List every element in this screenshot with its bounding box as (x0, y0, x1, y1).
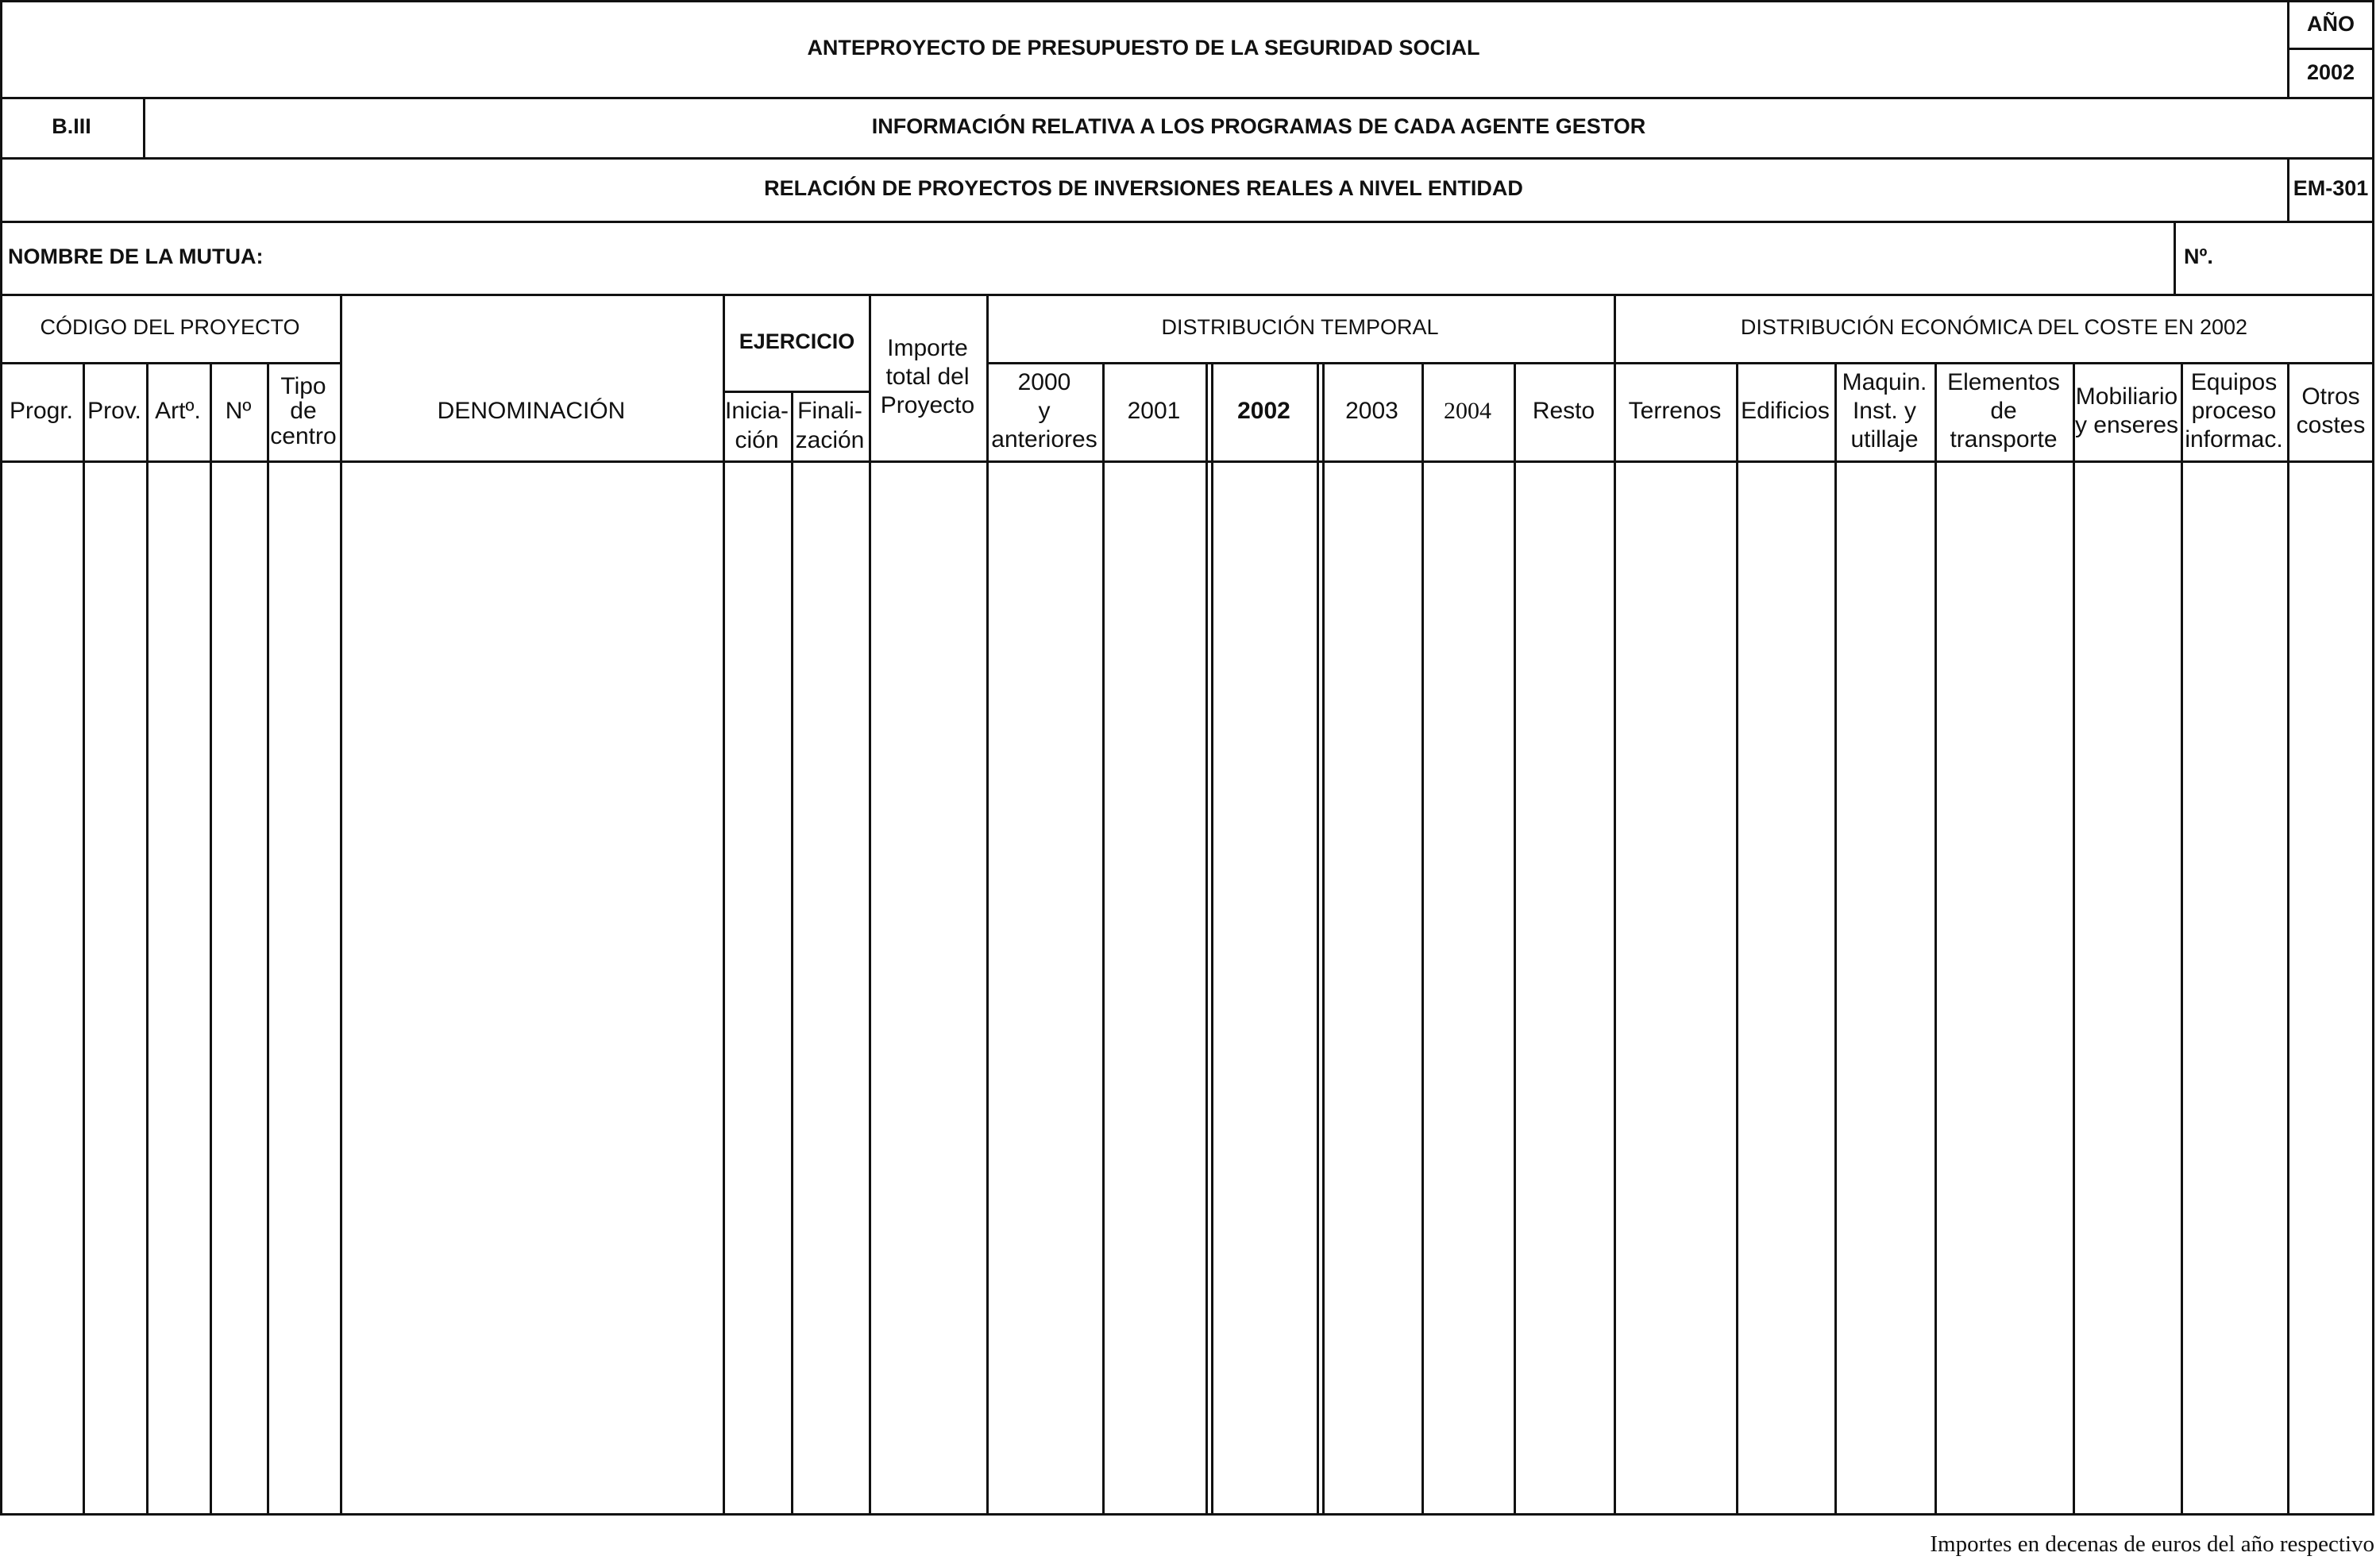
col-prov: Prov. (87, 398, 141, 425)
divider (1614, 294, 1616, 1516)
group-distribucion-economica: DISTRIBUCIÓN ECONÓMICA DEL COSTE EN 2002 (1740, 315, 2248, 340)
divider (2073, 362, 2075, 1516)
frame-right (2372, 0, 2374, 1516)
divider (1322, 362, 1325, 1516)
divider (1205, 362, 1208, 1516)
col-importe-total: Importe total del Proyecto (880, 335, 975, 418)
divider (2174, 221, 2176, 295)
col-terrenos: Terrenos (1628, 398, 1722, 425)
col-equipos-informaticos: Equipos proceso informac. (2185, 369, 2283, 453)
col-finalizacion: Finali- zación (795, 397, 865, 453)
col-tipo-centro: Tipo de centro (270, 372, 337, 449)
divider (1514, 362, 1516, 1516)
col-2001: 2001 (1127, 398, 1181, 425)
form-subtitle: RELACIÓN DE PROYECTOS DE INVERSIONES REALES A NIVEL ENTIDAD (764, 176, 1523, 201)
divider (210, 362, 212, 1516)
divider (791, 391, 793, 1516)
number-label: Nº. (2184, 245, 2213, 269)
mutua-label: NOMBRE DE LA MUTUA: (8, 245, 264, 269)
col-2000-anteriores: 2000 y anteriores (991, 369, 1097, 453)
divider (340, 294, 342, 1516)
divider (869, 294, 871, 1516)
section-title: INFORMACIÓN RELATIVA A LOS PROGRAMAS DE CADA AGENTE GESTOR (871, 114, 1646, 139)
footer-note: Importes en decenas de euros del año respectivo (1930, 1531, 2374, 1557)
divider (1834, 362, 1837, 1516)
col-otros-costes: Otros costes (2296, 383, 2366, 438)
divider (1421, 362, 1424, 1516)
col-art: Artº. (155, 398, 201, 425)
col-2003: 2003 (1345, 398, 1398, 425)
divider (1736, 362, 1738, 1516)
divider (2287, 362, 2289, 1516)
col-2002: 2002 (1237, 398, 1290, 425)
divider (2181, 362, 2183, 1516)
section-code: B.III (52, 114, 91, 139)
form-title: ANTEPROYECTO DE PRESUPUESTO DE LA SEGURIDAD SOCIAL (807, 36, 1480, 60)
header-bottom (0, 460, 2374, 463)
col-2004: 2004 (1444, 398, 1491, 425)
col-maquinaria: Maquin. Inst. y utillaje (1842, 369, 1927, 453)
divider (1102, 362, 1105, 1516)
year-label: AÑO (2307, 12, 2355, 37)
col-mobiliario: Mobiliario y enseres (2074, 383, 2179, 438)
col-denominacion: DENOMINACIÓN (437, 398, 626, 425)
divider (1211, 362, 1213, 1516)
group-codigo-proyecto: CÓDIGO DEL PROYECTO (40, 315, 300, 340)
divider (267, 362, 269, 1516)
divider (1317, 362, 1319, 1516)
col-iniciacion: Inicia- ción (724, 397, 789, 453)
divider (723, 294, 725, 1516)
group-ejercicio: EJERCICIO (739, 329, 855, 354)
frame-left (0, 0, 2, 1516)
divider (146, 362, 149, 1516)
divider (83, 362, 85, 1516)
frame-bottom (0, 1513, 2374, 1516)
divider (1934, 362, 1937, 1516)
col-edificios: Edificios (1741, 398, 1830, 425)
col-resto: Resto (1532, 398, 1595, 425)
col-num: Nº (225, 398, 252, 425)
col-elementos-transporte: Elementos de transporte (1947, 369, 2060, 453)
form-code: EM-301 (2293, 176, 2369, 201)
group-distribucion-temporal: DISTRIBUCIÓN TEMPORAL (1161, 315, 1439, 340)
col-progr: Progr. (9, 398, 74, 425)
year-value: 2002 (2306, 60, 2355, 85)
divider (986, 294, 989, 1516)
